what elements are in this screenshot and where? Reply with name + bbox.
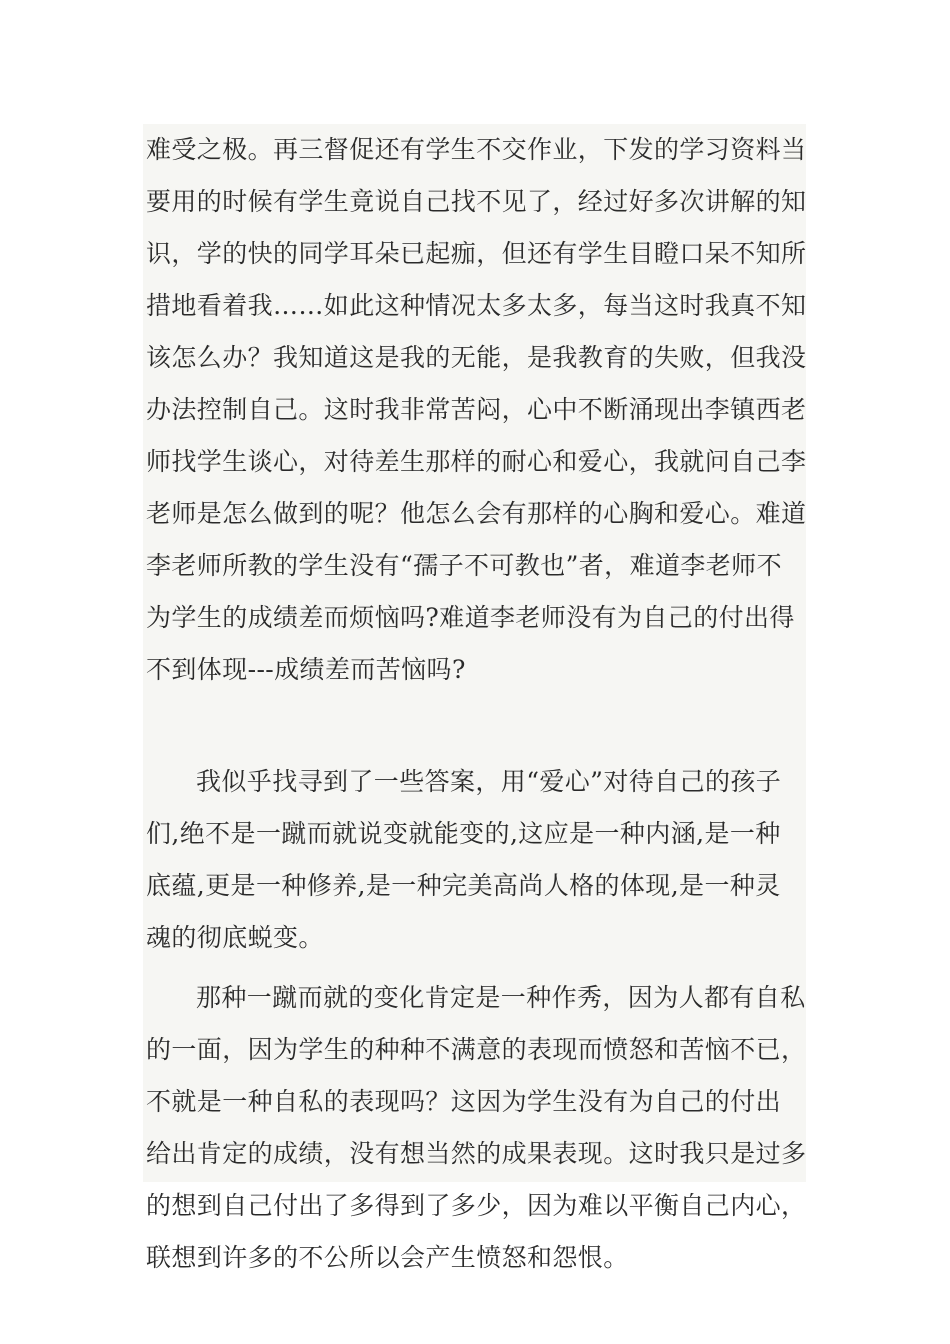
text-line: 师找学生谈心，对待差生那样的耐心和爱心，我就问自己李 <box>146 447 807 476</box>
text-line: 措地看着我……如此这种情况太多太多，每当这时我真不知 <box>146 291 807 320</box>
text-line: 们,绝不是一蹴而就说变就能变的,这应是一种内涵,是一种 <box>146 819 781 848</box>
text-line: 要用的时候有学生竟说自己找不见了，经过好多次讲解的知 <box>146 187 807 216</box>
text-line: 办法控制自己。这时我非常苦闷，心中不断涌现出李镇西老 <box>146 395 807 424</box>
text-line: 不就是一种自私的表现吗？这因为学生没有为自己的付出 <box>146 1087 782 1116</box>
text-line: 老师是怎么做到的呢？他怎么会有那样的心胸和爱心。难道 <box>146 499 807 528</box>
text-line: 联想到许多的不公所以会产生愤怒和怨恨。 <box>146 1243 629 1272</box>
text-block <box>143 124 807 1272</box>
paragraph-first-line: 那种一蹴而就的变化肯定是一种作秀，因为人都有自私 <box>196 983 806 1012</box>
text-line: 的一面，因为学生的种种不满意的表现而愤怒和苦恼不已， <box>146 1035 807 1064</box>
text-line: 不到体现---成绩差而苦恼吗? <box>146 655 466 684</box>
text-line: 难受之极。再三督促还有学生不交作业，下发的学习资料当 <box>146 135 807 164</box>
text-line: 给出肯定的成绩，没有想当然的成果表现。这时我只是过多 <box>146 1139 807 1168</box>
text-line: 底蕴,更是一种修养,是一种完美高尚人格的体现,是一种灵 <box>146 871 781 900</box>
text-line: 识，学的快的同学耳朵已起痂，但还有学生目瞪口呆不知所 <box>146 239 807 268</box>
text-line: 魂的彻底蜕变。 <box>146 923 324 952</box>
text-line: 该怎么办？我知道这是我的无能，是我教育的失败，但我没 <box>146 343 807 372</box>
text-line: 为学生的成绩差而烦恼吗?难道李老师没有为自己的付出得 <box>146 603 795 632</box>
text-line: 李老师所教的学生没有“孺子不可教也”者，难道李老师不 <box>146 551 782 580</box>
paragraph-first-line: 我似乎找寻到了一些答案，用“爱心”对待自己的孩子 <box>196 767 782 796</box>
text-line: 的想到自己付出了多得到了多少，因为难以平衡自己内心， <box>146 1191 807 1220</box>
